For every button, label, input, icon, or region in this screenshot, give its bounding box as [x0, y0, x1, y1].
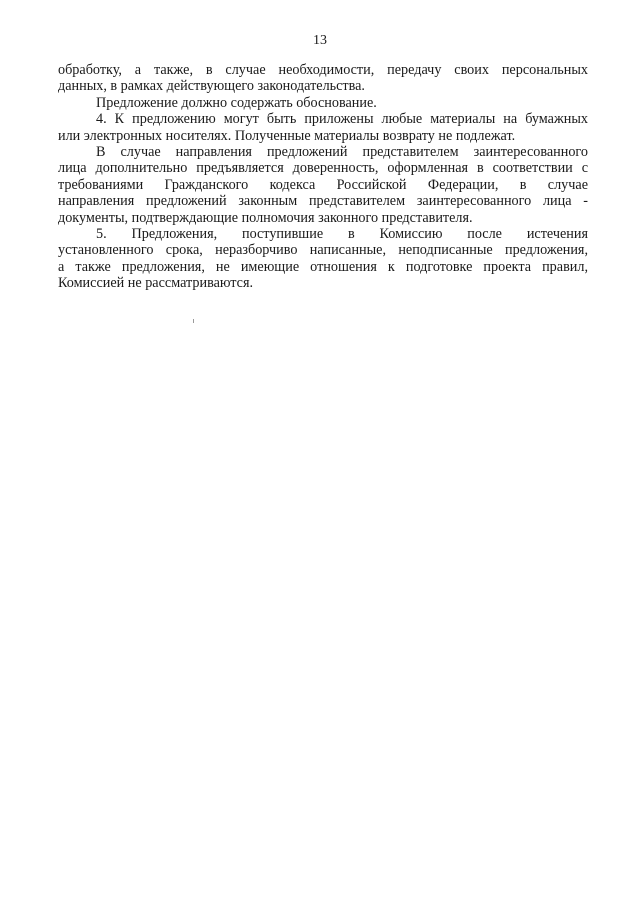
text-line: а также предложения, не имеющие отношения к подготовке проекта правил, — [58, 258, 588, 275]
paragraph-item-4 — [58, 111, 588, 144]
text-line: или электронных носителях. Полученные материалы возврату не подлежат. — [58, 127, 516, 144]
paragraph-item-5 — [58, 226, 588, 292]
text-line: установленного срока, неразборчиво написанные, неподписанные предложения, — [58, 242, 588, 259]
paragraph-justification — [58, 95, 588, 111]
page-number: 13 — [313, 33, 327, 48]
scan-speck — [193, 319, 194, 323]
paragraph-representative — [58, 144, 588, 226]
text-line: лица дополнительно предъявляется доверенность, оформленная в соответствии с — [58, 160, 588, 177]
text-line: В случае направления предложений представителем заинтересованного — [96, 144, 588, 161]
text-line: Комиссией не рассматриваются. — [58, 275, 254, 292]
text-line: 5. Предложения, поступившие в Комиссию после истечения — [96, 226, 588, 243]
text-line: направления предложений законным представителем заинтересованного лица - — [58, 193, 588, 210]
text-line: требованиями Гражданского кодекса Российской Федерации, в случае — [58, 176, 588, 193]
text-line: обработку, а также, в случае необходимости, передачу своих персональных — [58, 62, 588, 78]
document-body — [58, 62, 588, 292]
text-line: документы, подтверждающие полномочия законного представителя. — [58, 209, 473, 226]
text-line: данных, в рамках действующего законодательства. — [58, 78, 365, 95]
text-line: 4. К предложению могут быть приложены любые материалы на бумажных — [96, 111, 588, 128]
paragraph-consent-continuation — [58, 62, 588, 95]
text-line: Предложение должно содержать обоснование. — [96, 94, 377, 111]
